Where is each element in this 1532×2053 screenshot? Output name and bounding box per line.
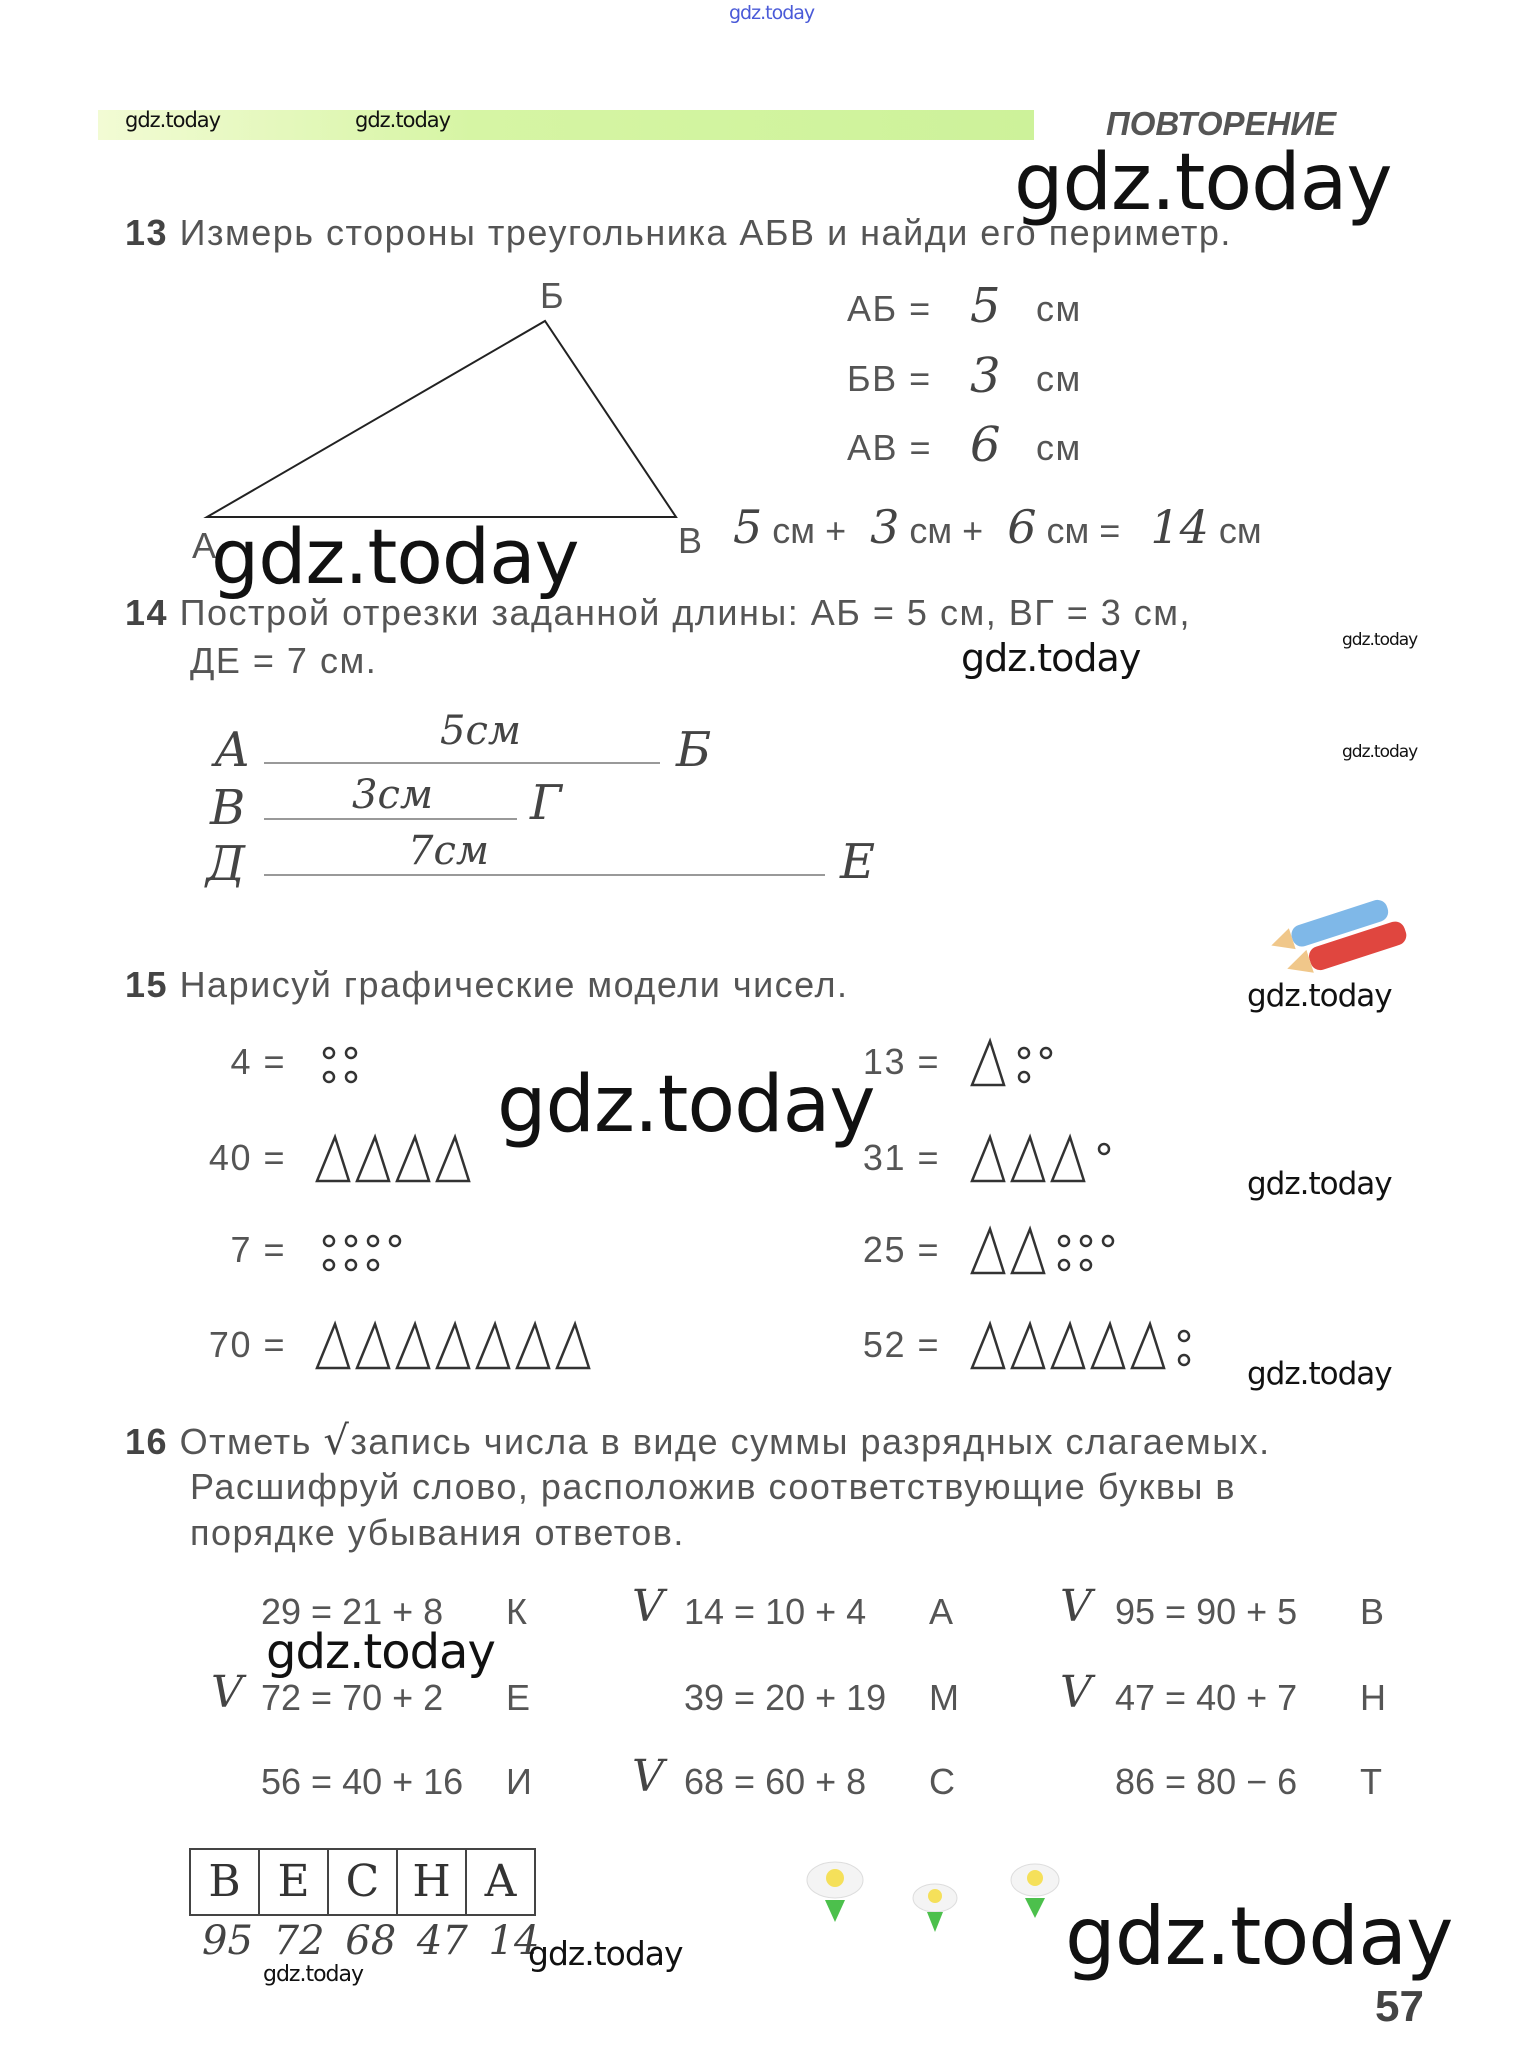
vertex-v: В — [678, 520, 704, 561]
equation: 72 = 70 + 2 — [261, 1677, 444, 1718]
ten-triangle — [397, 1137, 429, 1181]
answer-letter: Н — [398, 1850, 467, 1914]
number-model — [313, 1129, 493, 1189]
side-unit: см — [1036, 427, 1082, 468]
ten-triangle — [972, 1041, 1004, 1085]
watermark: gdz.today — [1014, 138, 1392, 228]
equation-letter: С — [929, 1761, 955, 1802]
one-dot — [1059, 1260, 1069, 1270]
number-label: 25 = — [862, 1229, 940, 1270]
segment-label: Д — [206, 836, 246, 892]
one-dot — [1179, 1355, 1189, 1365]
answer-letter: С — [329, 1850, 398, 1914]
equation-letter: К — [506, 1591, 527, 1632]
number-label: 70 = — [208, 1324, 286, 1365]
segment-label: В — [210, 780, 246, 836]
one-dot — [346, 1072, 356, 1082]
side-label: АБ = — [847, 288, 932, 329]
watermark: gdz.today — [1342, 630, 1418, 650]
number-model — [968, 1033, 1094, 1093]
check-icon[interactable]: V — [632, 1581, 664, 1632]
equation: 95 = 90 + 5 — [1115, 1591, 1298, 1632]
ten-triangle — [1052, 1137, 1084, 1181]
equation-letter: Т — [1360, 1761, 1382, 1802]
answer-letter: Е — [260, 1850, 329, 1914]
number-label: 7 = — [230, 1229, 286, 1270]
ten-triangle — [437, 1137, 469, 1181]
one-dot — [1059, 1236, 1069, 1246]
exercise-text: Отметь — [179, 1421, 312, 1462]
check-icon[interactable]: V — [211, 1667, 243, 1718]
ten-triangle — [397, 1324, 429, 1368]
ten-triangle — [357, 1137, 389, 1181]
segment-ab — [264, 762, 660, 764]
answer-letter: В — [191, 1850, 260, 1914]
watermark: gdz.today — [729, 2, 815, 24]
segment-label: А — [214, 722, 251, 778]
one-dot — [346, 1260, 356, 1270]
perimeter-sum: 5 см + 3 см + 6 см = 14 см — [733, 500, 1262, 554]
side-label: АВ = — [847, 427, 933, 468]
number-model — [968, 1129, 1130, 1189]
number-label: 52 = — [862, 1324, 940, 1365]
exercise-number: 14 — [125, 592, 169, 633]
flowers-icon — [790, 1840, 1080, 1940]
side-unit: см — [1036, 288, 1082, 329]
vertex-b: Б — [540, 275, 566, 316]
watermark: gdz.today — [961, 636, 1141, 680]
answer-box — [189, 1848, 536, 1916]
one-dot — [1019, 1048, 1029, 1058]
one-dot — [346, 1236, 356, 1246]
exercise-number: 13 — [125, 212, 169, 253]
exercise-text: ДЕ = 7 см. — [190, 640, 378, 681]
one-dot — [1179, 1331, 1189, 1341]
watermark: gdz.today — [1065, 1890, 1453, 1983]
check-icon[interactable]: V — [632, 1751, 664, 1802]
exercise-number: 16 — [125, 1421, 169, 1462]
equation: 56 = 40 + 16 — [261, 1761, 464, 1802]
one-dot — [1081, 1236, 1091, 1246]
equation: 14 = 10 + 4 — [684, 1591, 867, 1632]
equation: 47 = 40 + 7 — [1115, 1677, 1298, 1718]
segment-label: Е — [840, 834, 876, 890]
number-label: 40 = — [208, 1137, 286, 1178]
number-model — [313, 1033, 421, 1093]
watermark: gdz.today — [497, 1060, 875, 1150]
segment-label: Б — [676, 722, 712, 778]
equation-letter: М — [929, 1677, 959, 1718]
number-label: 31 = — [862, 1137, 940, 1178]
ten-triangle — [437, 1324, 469, 1368]
number-model — [313, 1316, 613, 1376]
ten-triangle — [972, 1229, 1004, 1273]
one-dot — [1099, 1144, 1109, 1154]
ten-triangle — [557, 1324, 589, 1368]
ten-triangle — [1012, 1324, 1044, 1368]
one-dot — [346, 1048, 356, 1058]
number-model — [968, 1316, 1232, 1376]
watermark: gdz.today — [125, 108, 221, 132]
watermark: gdz.today — [263, 1962, 364, 1987]
ten-triangle — [1132, 1324, 1164, 1368]
segment-de — [264, 874, 825, 876]
ten-triangle — [1012, 1229, 1044, 1273]
watermark: gdz.today — [1247, 1356, 1392, 1392]
one-dot — [324, 1048, 334, 1058]
equation: 29 = 21 + 8 — [261, 1591, 444, 1632]
side-value: 5 — [970, 278, 1001, 334]
number-label: 13 = — [862, 1041, 940, 1082]
check-icon[interactable]: V — [1060, 1581, 1092, 1632]
watermark: gdz.today — [1247, 1166, 1392, 1202]
ten-triangle — [357, 1324, 389, 1368]
exercise-text: Построй отрезки заданной длины: АБ = 5 см, ВГ = 3 см, — [179, 592, 1192, 633]
watermark: gdz.today — [1247, 978, 1392, 1014]
ten-triangle — [972, 1324, 1004, 1368]
number-label: 4 = — [230, 1041, 286, 1082]
answer-letter: А — [483, 1856, 518, 1907]
exercise-text: Расшифруй слово, расположив соответствующие буквы в — [190, 1466, 1237, 1507]
watermark: gdz.today — [355, 108, 451, 132]
ten-triangle — [1012, 1137, 1044, 1181]
one-dot — [1103, 1236, 1113, 1246]
equation-letter: Н — [1360, 1677, 1386, 1718]
segment-length: 5см — [440, 708, 522, 754]
one-dot — [1019, 1072, 1029, 1082]
equation-letter: В — [1360, 1591, 1385, 1632]
ten-triangle — [1092, 1324, 1124, 1368]
exercise-text: Измерь стороны треугольника АБВ и найди его периметр. — [179, 212, 1232, 253]
ten-triangle — [1052, 1324, 1084, 1368]
ten-triangle — [317, 1324, 349, 1368]
vertex-a: А — [192, 525, 218, 566]
one-dot — [1041, 1048, 1051, 1058]
ten-triangle — [477, 1324, 509, 1368]
equation-letter: А — [929, 1591, 954, 1632]
watermark: gdz.today — [266, 1624, 495, 1680]
page-number: 57 — [1375, 1982, 1424, 2031]
equation: 86 = 80 − 6 — [1115, 1761, 1298, 1802]
check-icon[interactable]: V — [1060, 1667, 1092, 1718]
side-unit: см — [1036, 358, 1082, 399]
ten-triangle — [317, 1137, 349, 1181]
segment-length: 7см — [408, 828, 490, 874]
ten-triangle — [517, 1324, 549, 1368]
watermark: gdz.today — [1342, 742, 1418, 762]
equation: 68 = 60 + 8 — [684, 1761, 867, 1802]
segment-vg — [264, 818, 517, 820]
exercise-text: запись числа в виде суммы разрядных слагаемых. — [350, 1421, 1271, 1462]
one-dot — [324, 1236, 334, 1246]
equation-letter: Е — [506, 1677, 531, 1718]
check-icon: √ — [323, 1418, 351, 1464]
equation: 39 = 20 + 19 — [684, 1677, 887, 1718]
section-title: ПОВТОРЕНИЕ — [1106, 105, 1337, 142]
exercise-number: 15 — [125, 964, 169, 1005]
exercise-text: Нарисуй графические модели чисел. — [179, 964, 849, 1005]
equation-letter: И — [506, 1761, 532, 1802]
side-value: 6 — [970, 417, 1001, 473]
watermark: gdz.today — [528, 1934, 683, 1973]
answer-numbers: 95 72 68 47 14 — [202, 1918, 540, 1964]
watermark: gdz.today — [211, 512, 579, 601]
one-dot — [324, 1260, 334, 1270]
one-dot — [324, 1072, 334, 1082]
ten-triangle — [972, 1137, 1004, 1181]
one-dot — [368, 1236, 378, 1246]
number-model — [313, 1221, 487, 1281]
segment-length: 3см — [352, 772, 434, 818]
number-model — [968, 1221, 1178, 1281]
one-dot — [368, 1260, 378, 1270]
one-dot — [1081, 1260, 1091, 1270]
side-value: 3 — [970, 348, 1001, 404]
one-dot — [390, 1236, 400, 1246]
exercise-text: порядке убывания ответов. — [190, 1512, 685, 1553]
pencils-icon — [1265, 895, 1415, 985]
side-label: БВ = — [847, 358, 932, 399]
segment-label: Г — [530, 775, 562, 831]
